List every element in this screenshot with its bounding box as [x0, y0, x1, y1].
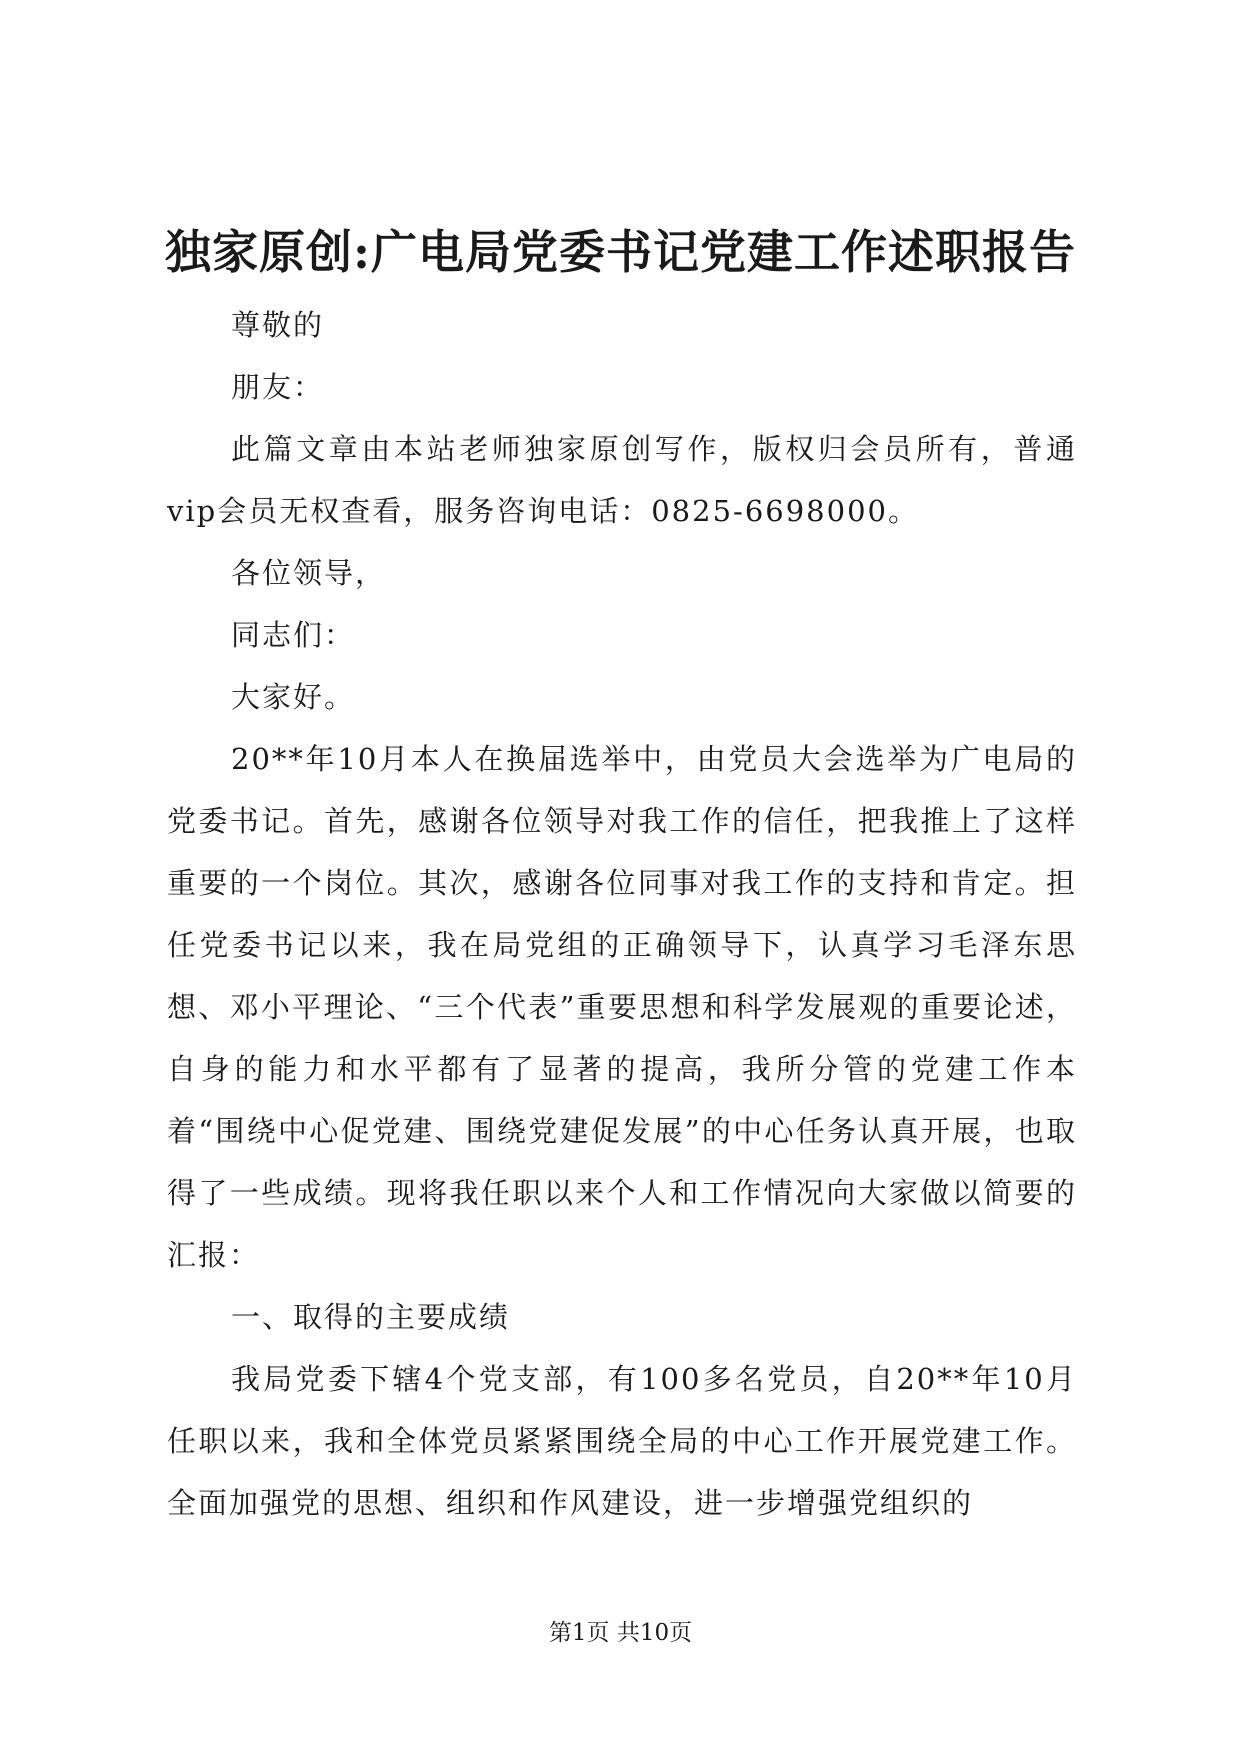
- paragraph-achievements: 我局党委下辖4个党支部，有100多名党员，自20**年10月任职以来，我和全体党员紧紧围绕全局的中心工作开展党建工作。全面加强党的思想、组织和作风建设，进一步增强党组织的: [167, 1362, 1077, 1520]
- paragraph-greeting-comrades: 同志们：: [231, 618, 356, 652]
- paragraph-salutation-1: 尊敬的: [231, 308, 325, 342]
- document-body: [167, 294, 1077, 1534]
- page-number-footer: 第1页 共10页: [548, 1620, 693, 1646]
- paragraph-salutation-2: 朋友：: [231, 370, 325, 404]
- paragraph-greeting-leaders: 各位领导，: [231, 556, 387, 590]
- paragraph-copyright-notice: 此篇文章由本站老师独家原创写作，版权归会员所有，普通vip会员无权查看，服务咨询电话：0825-6698000。: [167, 432, 1077, 528]
- document-title: 独家原创:广电局党委书记党建工作述职报告: [165, 225, 1076, 279]
- paragraph-greeting-all: 大家好。: [231, 680, 356, 714]
- paragraph-introduction: 20**年10月本人在换届选举中，由党员大会选举为广电局的党委书记。首先，感谢各位领导对我工作的信任，把我推上了这样重要的一个岗位。其次，感谢各位同事对我工作的支持和肯定。担任党委书记以来，我在局党组的正确领导下，认真学习毛泽东思想、邓小平理论、“三个代表”重要思想和科学发展观的重要论述，自身的能力和水平都有了显著的提高，我所分管的党建工作本着“围绕中心促党建、围绕党建促发展”的中心任务认真开展，也取得了一些成绩。现将我任职以来个人和工作情况向大家做以简要的汇报：: [167, 742, 1077, 1272]
- section-heading-achievements: 一、取得的主要成绩: [231, 1300, 511, 1334]
